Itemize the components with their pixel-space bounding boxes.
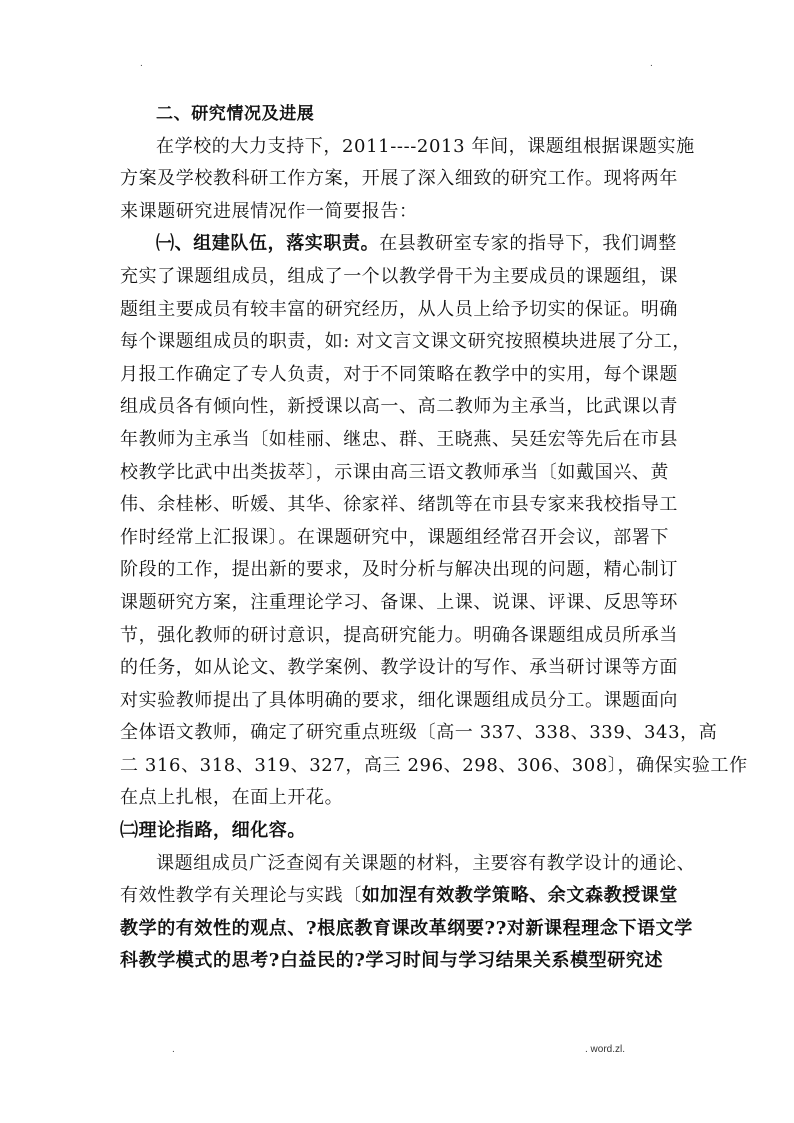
part1-line: 校教学比武中出类拔萃〕，示课由高三语文教师承当〔如戴国兴、黄 — [120, 461, 669, 483]
part1-first-line — [118, 228, 678, 261]
intro-line: 来课题研究进展情况作一简要报告： — [120, 200, 418, 222]
part2-line: 课题组成员广泛查阅有关课题的材料，主要容有教学设计的通论、 — [156, 852, 696, 874]
corner-mark-top-right: . — [650, 58, 653, 69]
part2-line-bold: 教学的有效性的观点、?根底教育课改革纲要??对新课程理念下语文学 — [120, 917, 693, 939]
part1-line: 月报工作确定了专人负责，对于不同策略在教学中的实用，每个课题 — [120, 363, 678, 385]
part1-line: 伟、余桂彬、昕媛、其华、徐家祥、绪凯等在市县专家来我校指导工 — [120, 494, 678, 516]
part1-first-line-text: 在县教研室专家的指导下，我们调整 — [379, 233, 677, 255]
part2-line-bold: 如加涅有效教学策略、余文森教授课堂 — [361, 885, 679, 907]
part2-line-bold: 科教学模式的思考?白益民的?学习时间与学习结果关系模型研究述 — [120, 950, 664, 972]
part1-line: 组成员各有倾向性，新授课以高一、高二教师为主承当，比武课以青 — [120, 396, 678, 418]
part1-line: 节，强化教师的研讨意识，提高研究能力。明确各课题组成员所承当 — [120, 624, 678, 646]
part1-line: 充实了课题组成员，组成了一个以教学骨干为主要成员的课题组，课 — [120, 265, 678, 287]
part2-title: ㈡理论指路，细化容。 — [120, 820, 306, 842]
part1-line: 题组主要成员有较丰富的研究经历，从人员上给予切实的保证。明确 — [120, 298, 678, 320]
part1-line: 对实验教师提出了具体明确的要求，细化课题组成员分工。课题面向 — [120, 689, 678, 711]
part1-line: 二 316、318、319、327，高三 296、298、306、308〕，确保实验工作 — [120, 754, 748, 776]
corner-mark-bottom-left: . — [172, 1044, 175, 1055]
part1-line: 课题研究方案，注重理论学习、备课、上课、说课、评课、反思等环 — [120, 591, 678, 613]
document-body — [118, 98, 748, 978]
part2-line — [118, 880, 678, 913]
intro-line: 在学校的大力支持下，2011----2013 年间，课题组根据课题实施 — [156, 135, 695, 157]
section-heading: 二、研究情况及进展 — [156, 104, 315, 124]
part1-line: 阶段的工作，提出新的要求，及时分析与解决出现的问题，精心制订 — [120, 559, 678, 581]
part1-line: 全体语文教师，确定了研究重点班级〔高一 337、338、339、343，高 — [120, 722, 718, 744]
part2-line-text: 有效性教学有关理论与实践〔 — [120, 885, 362, 907]
part1-title: ㈠、组建队伍，落实职责。 — [156, 233, 380, 255]
part1-line: 在点上扎根，在面上开花。 — [120, 787, 344, 809]
intro-line: 方案及学校教科研工作方案，开展了深入细致的研究工作。现将两年 — [120, 168, 678, 190]
footer-watermark: . word.zl. — [585, 1044, 626, 1055]
part1-line: 每个课题组成员的职责，如: 对文言文课文研究按照模块进展了分工， — [120, 331, 691, 353]
part1-line: 作时经常上汇报课〕。在课题研究中，课题组经常召开会议，部署下 — [120, 526, 669, 548]
part1-line: 年教师为主承当〔如桂丽、继忠、群、王晓燕、吴廷宏等先后在市县 — [120, 428, 678, 450]
corner-mark-top-left: . — [140, 58, 143, 69]
part1-line: 的任务，如从论文、教学案例、教学设计的写作、承当研讨课等方面 — [120, 657, 678, 679]
